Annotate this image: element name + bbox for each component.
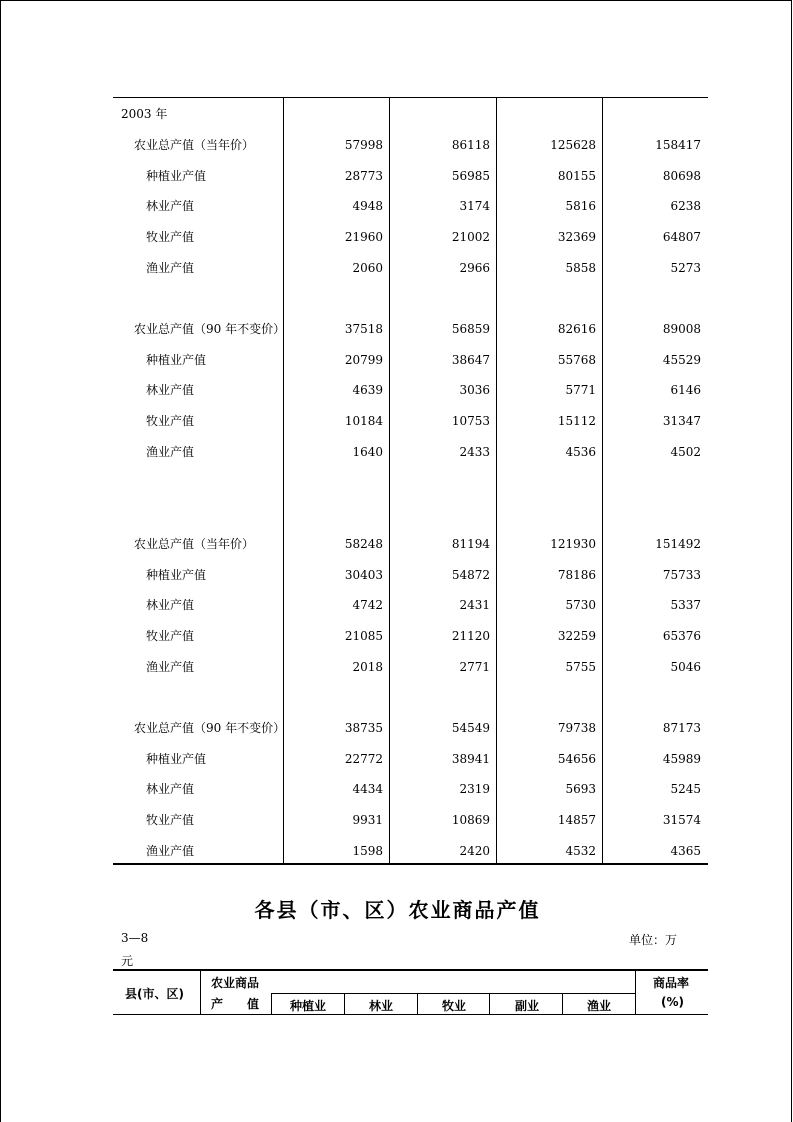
cell-value: 2431	[459, 598, 490, 613]
cell-value: 14857	[557, 813, 596, 828]
cell-value: 38735	[344, 721, 383, 735]
header-mid-rule	[271, 993, 635, 994]
row-label: 牧业产值	[146, 813, 195, 828]
cell-value: 79738	[557, 721, 596, 735]
cell-value: 5730	[565, 598, 596, 613]
cell-value: 4434	[352, 782, 383, 797]
header-planting: 种植业	[290, 999, 327, 1013]
table-row	[113, 320, 708, 338]
table-row	[113, 412, 708, 430]
header-sideline: 副业	[515, 999, 540, 1013]
cell-value: 80698	[662, 168, 701, 183]
cell-value: 54656	[557, 751, 596, 766]
header-fishery: 渔业	[587, 999, 612, 1013]
cell-value: 21002	[451, 230, 490, 245]
cell-value: 54549	[451, 721, 490, 735]
cell-value: 5771	[565, 383, 596, 398]
cell-value: 30403	[344, 567, 383, 582]
cell-value: 5755	[565, 659, 596, 674]
cell-value: 57998	[344, 138, 383, 152]
table-bottom-rule	[113, 863, 708, 865]
header-divider	[635, 969, 636, 1015]
row-label: 种植业产值	[146, 567, 207, 582]
cell-value: 2771	[459, 659, 490, 674]
table-row	[113, 719, 708, 737]
table-row	[113, 658, 708, 676]
row-label: 种植业产值	[146, 751, 207, 766]
table-row	[113, 228, 708, 246]
cell-value: 75733	[662, 567, 701, 582]
cell-value: 89008	[662, 322, 701, 336]
table-number: 3—8	[121, 931, 149, 945]
cell-value: 81194	[451, 537, 490, 551]
cell-value: 20799	[344, 352, 383, 367]
row-label: 种植业产值	[146, 168, 207, 183]
cell-value: 38941	[451, 751, 490, 766]
cell-value: 5693	[565, 782, 596, 797]
cell-value: 38647	[451, 352, 490, 367]
header-rate-line2: (%)	[661, 995, 684, 1009]
cell-value: 56985	[451, 168, 490, 183]
cell-value: 28773	[344, 168, 383, 183]
header-divider	[344, 993, 345, 1015]
agri-output-table	[113, 97, 708, 865]
table-row	[113, 842, 708, 860]
header-commodity-line2: 产 值	[211, 997, 260, 1011]
cell-value: 4948	[352, 199, 383, 214]
table-row	[113, 197, 708, 215]
cell-value: 45989	[662, 751, 701, 766]
cell-value: 21960	[344, 230, 383, 245]
cell-value: 37518	[344, 322, 383, 336]
table-row	[113, 596, 708, 614]
row-label: 渔业产值	[146, 260, 195, 275]
cell-value: 58248	[344, 537, 383, 551]
table-row	[113, 136, 708, 154]
row-label: 牧业产值	[146, 230, 195, 245]
table-row	[113, 811, 708, 829]
cell-value: 80155	[557, 168, 596, 183]
header-rate-line1: 商品率	[653, 976, 690, 990]
cell-value: 5858	[565, 260, 596, 275]
cell-value: 6238	[670, 199, 701, 214]
row-label: 渔业产值	[146, 659, 195, 674]
cell-value: 56859	[451, 322, 490, 336]
row-label: 牧业产值	[146, 629, 195, 644]
year-label: 2003 年	[121, 107, 168, 121]
cell-value: 2319	[459, 782, 490, 797]
row-label: 林业产值	[146, 199, 195, 214]
section-title: 各县（市、区）农业商品产值	[254, 898, 541, 922]
table-row	[113, 167, 708, 185]
cell-value: 9931	[352, 813, 383, 828]
cell-value: 54872	[451, 567, 490, 582]
cell-value: 10184	[344, 414, 383, 429]
header-forestry: 林业	[369, 999, 394, 1013]
cell-value: 2420	[459, 843, 490, 858]
cell-value: 21085	[344, 629, 383, 644]
row-label: 农业总产值（90 年不变价）	[134, 721, 286, 735]
unit-label: 单位：万	[629, 933, 678, 947]
cell-value: 4742	[352, 598, 383, 613]
cell-value: 32259	[557, 629, 596, 644]
cell-value: 125628	[550, 138, 596, 152]
cell-value: 31347	[662, 414, 701, 429]
cell-value: 32369	[557, 230, 596, 245]
header-divider	[271, 993, 272, 1015]
cell-value: 121930	[550, 537, 596, 551]
cell-value: 82616	[557, 322, 596, 336]
year-row	[113, 105, 708, 123]
row-label: 农业总产值（当年价）	[134, 138, 255, 152]
header-animal: 牧业	[442, 999, 467, 1013]
row-label: 林业产值	[146, 383, 195, 398]
cell-value: 2966	[459, 260, 490, 275]
cell-value: 45529	[662, 352, 701, 367]
header-divider	[200, 969, 201, 1015]
row-label: 农业总产值（90 年不变价）	[134, 322, 286, 336]
cell-value: 5337	[670, 598, 701, 613]
header-divider	[417, 993, 418, 1015]
header-commodity-line1: 农业商品	[211, 976, 260, 990]
row-label: 牧业产值	[146, 414, 195, 429]
cell-value: 87173	[662, 721, 701, 735]
table-row	[113, 750, 708, 768]
cell-value: 1598	[352, 843, 383, 858]
cell-value: 5816	[565, 199, 596, 214]
cell-value: 4502	[670, 444, 701, 459]
table-row	[113, 627, 708, 645]
row-label: 林业产值	[146, 598, 195, 613]
header-county: 县(市、区)	[125, 987, 184, 1001]
row-label: 渔业产值	[146, 843, 195, 858]
header-divider	[562, 993, 563, 1015]
header-divider	[489, 993, 490, 1015]
table-row	[113, 443, 708, 461]
cell-value: 3174	[459, 199, 490, 214]
row-label: 农业总产值（当年价）	[134, 537, 255, 551]
cell-value: 6146	[670, 383, 701, 398]
cell-value: 10753	[451, 414, 490, 429]
cell-value: 65376	[662, 629, 701, 644]
cell-value: 31574	[662, 813, 701, 828]
cell-value: 5273	[670, 260, 701, 275]
cell-value: 5046	[670, 659, 701, 674]
cell-value: 21120	[451, 629, 490, 644]
cell-value: 151492	[655, 537, 701, 551]
cell-value: 2433	[459, 444, 490, 459]
cell-value: 15112	[557, 414, 596, 429]
table-top-rule	[113, 97, 708, 98]
cell-value: 5245	[670, 782, 701, 797]
commodity-table-header	[113, 969, 708, 1015]
unit-label-continued: 元	[121, 954, 134, 968]
table-row	[113, 535, 708, 553]
table-row	[113, 351, 708, 369]
table-row	[113, 566, 708, 584]
cell-value: 86118	[451, 138, 490, 152]
row-label: 林业产值	[146, 782, 195, 797]
table-row	[113, 381, 708, 399]
table-row	[113, 780, 708, 798]
cell-value: 4536	[565, 444, 596, 459]
header-bottom-rule	[113, 1014, 708, 1015]
cell-value: 4365	[670, 843, 701, 858]
cell-value: 22772	[344, 751, 383, 766]
row-label: 种植业产值	[146, 352, 207, 367]
cell-value: 4639	[352, 383, 383, 398]
cell-value: 158417	[655, 138, 701, 152]
cell-value: 10869	[451, 813, 490, 828]
cell-value: 1640	[352, 444, 383, 459]
cell-value: 4532	[565, 843, 596, 858]
cell-value: 55768	[557, 352, 596, 367]
cell-value: 78186	[557, 567, 596, 582]
cell-value: 2060	[352, 260, 383, 275]
cell-value: 3036	[459, 383, 490, 398]
cell-value: 64807	[662, 230, 701, 245]
header-top-rule	[113, 969, 708, 971]
row-label: 渔业产值	[146, 444, 195, 459]
table-row	[113, 259, 708, 277]
cell-value: 2018	[352, 659, 383, 674]
